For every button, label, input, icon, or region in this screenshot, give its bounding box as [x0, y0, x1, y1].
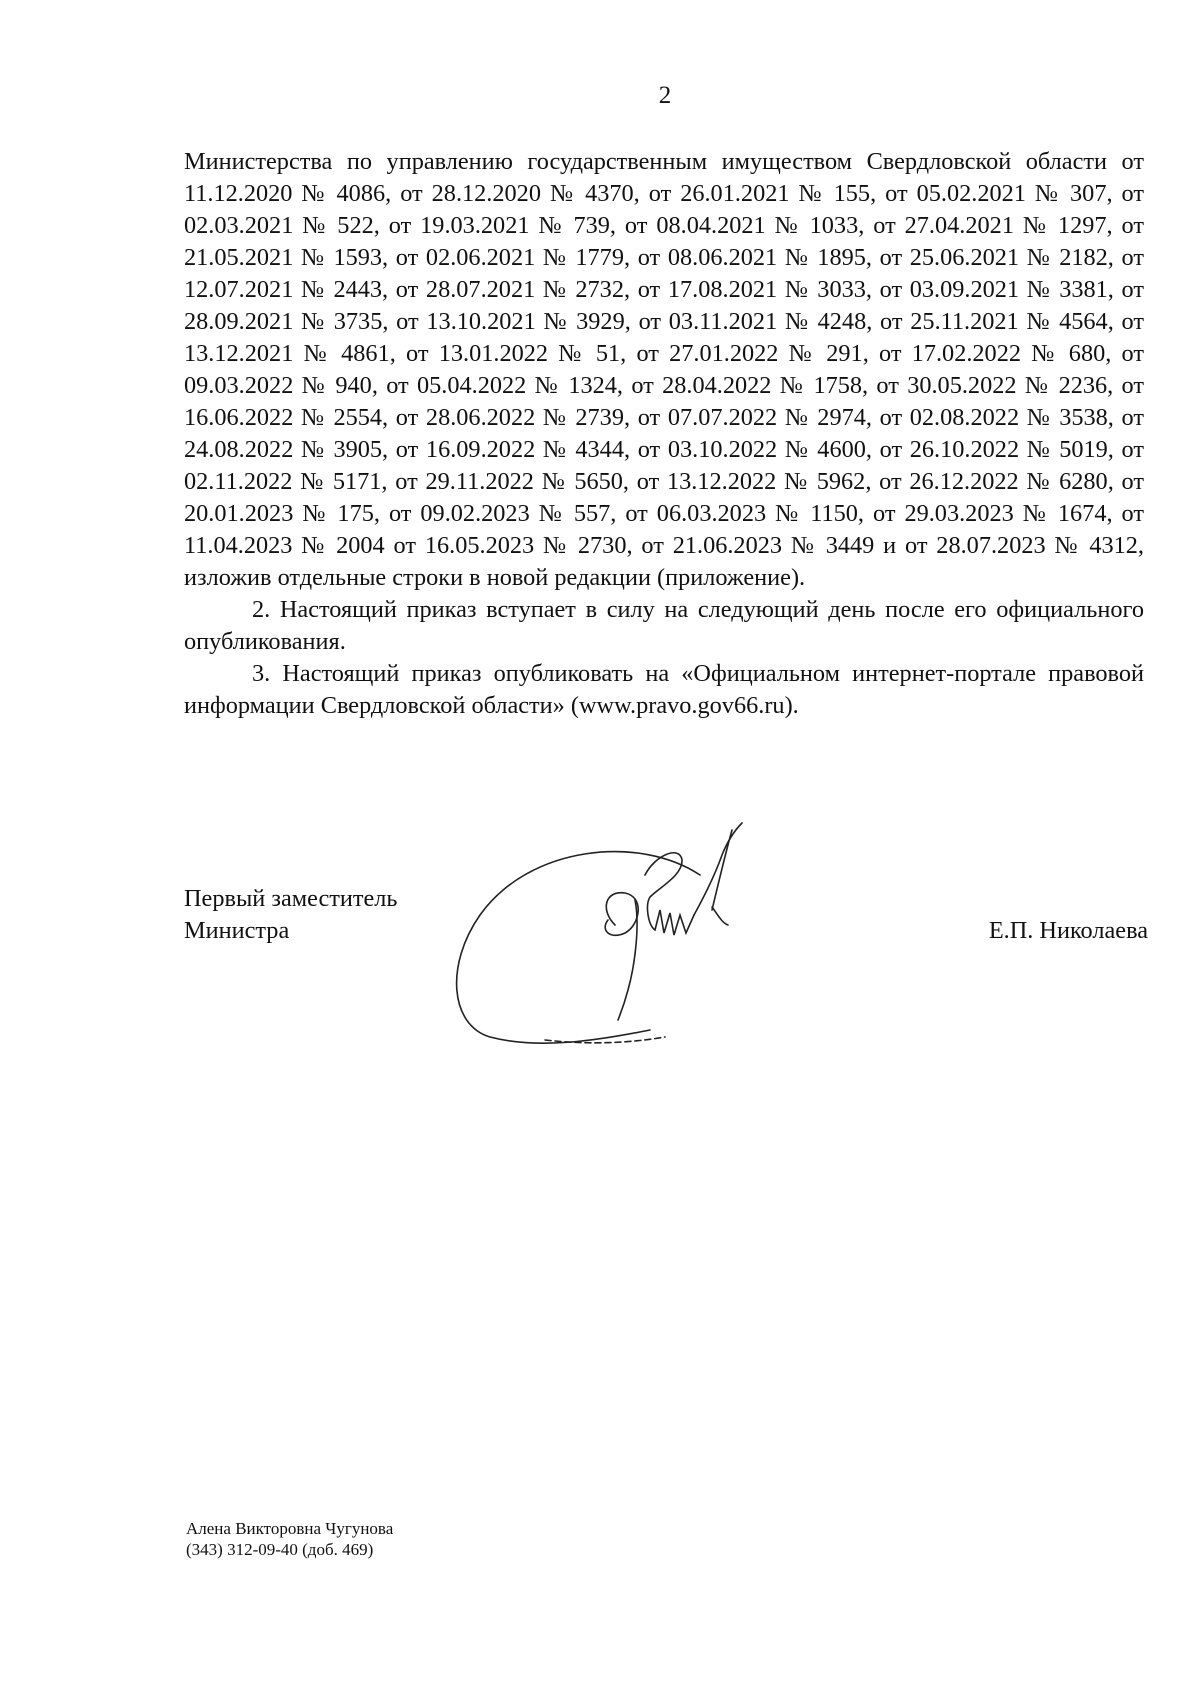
executor-name: Алена Викторовна Чугунова — [186, 1519, 394, 1538]
signatory-position-line-2: Министра — [184, 917, 290, 944]
paragraph-amendments: Министерства по управлению государственным имуществом Свердловской области от 11.12.2020 № 4086, от 28.12.2020 № 4370, от 26.01.2021 № 155, от 05.02.2021 № 307, от 02.03.2021 № 522, от 19.03.2021 № 739, от 08.04.2021 № 1033, от 27.04.2021 № 1297, от 21.05.2021 № 1593, от 02.06.2021 № 1779, от 08.06.2021 № 1895, от 25.06.2021 № 2182, от 12.07.2021 № 2443, от 28.07.2021 № 2732, от 17.08.2021 № 3033, от 03.09.2021 № 3381, от 28.09.2021 № 3735, от 13.10.2021 № 3929, от 03.11.2021 № 4248, от 25.11.2021 № 4564, от 13.12.2021 № 4861, от 13.01.2022 № 51, от 27.01.2022 № 291, от 17.02.2022 № 680, от 09.03.2022 № 940, от 05.04.2022 № 1324, от 28.04.2022 № 1758, от 30.05.2022 № 2236, от 16.06.2022 № 2554, от 28.06.2022 № 2739, от 07.07.2022 № 2974, от 02.08.2022 № 3538, от 24.08.2022 № 3905, от 16.09.2022 № 4344, от 03.10.2022 № 4600, от 26.10.2022 № 5019, от 02.11.2022 № 5171, от 29.11.2022 № 5650, от 13.12.2022 № 5962, от 26.12.2022 № 6280, от 20.01.2023 № 175, от 09.02.2023 № 557, от 06.03.2023 № 1150, от 29.03.2023 № 1674, от 11.04.2023 № 2004 от 16.05.2023 № 2730, от 21.06.2023 № 3449 и от 28.07.2023 № 4312, изложив отдельные строки в новой редакции (приложение). — [184, 148, 1144, 591]
executor-contact — [186, 1518, 393, 1560]
handwritten-signature — [450, 815, 830, 1045]
signatory-name: Е.П. Николаева — [988, 917, 1148, 944]
executor-phone: (343) 312-09-40 (доб. 469) — [186, 1540, 374, 1559]
document-body — [184, 146, 1144, 722]
signatory-position-line-1: Первый заместитель — [184, 885, 398, 912]
page-number: 2 — [658, 82, 672, 109]
signatory-position — [184, 883, 398, 947]
paragraph-publication: 3. Настоящий приказ опубликовать на «Официальном интернет-портале правовой информации Свердловской области» (www.pravo.gov66.ru). — [184, 660, 1144, 719]
paragraph-effective-date: 2. Настоящий приказ вступает в силу на следующий день после его официального опубликования. — [184, 596, 1144, 655]
